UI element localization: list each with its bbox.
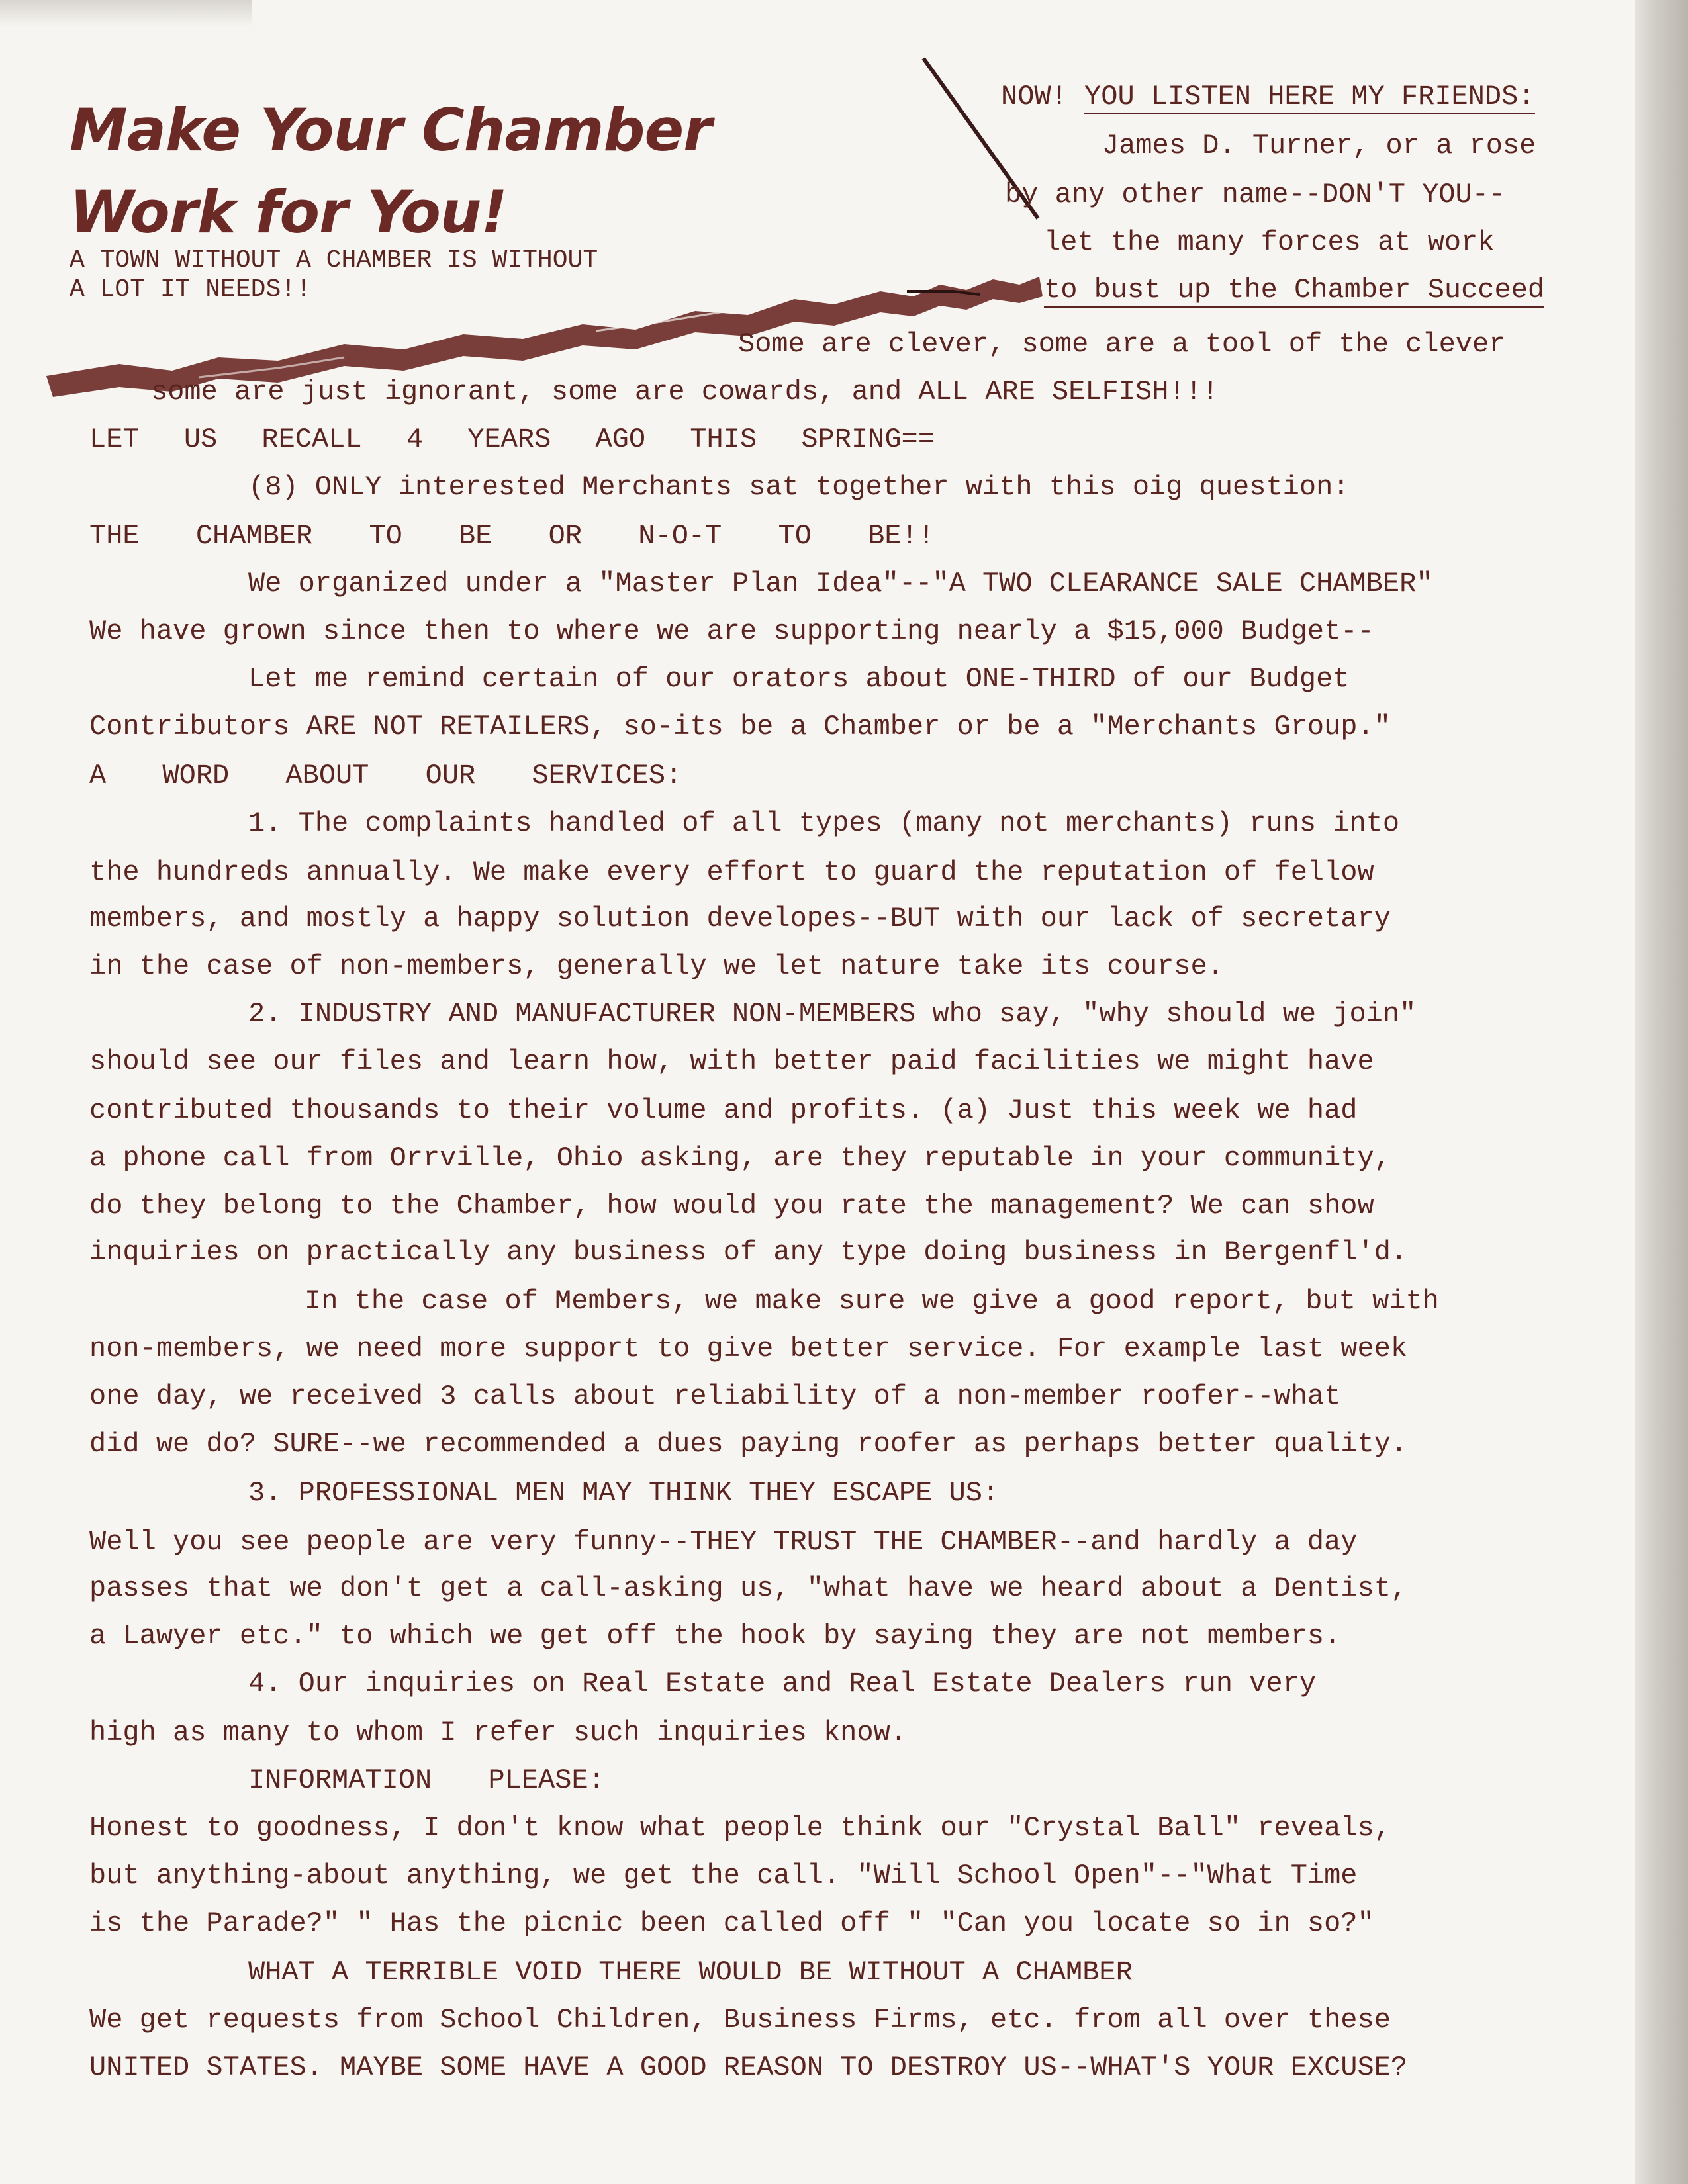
body-line: We have grown since then to where we are supporting nearly a $15,000 Budget-- bbox=[89, 615, 1374, 647]
body-line: UNITED STATES. MAYBE SOME HAVE A GOOD REASON TO DESTROY US--WHAT'S YOUR EXCUSE? bbox=[89, 2052, 1408, 2083]
body-line: Some are clever, some are a tool of the clever bbox=[738, 328, 1506, 360]
body-line: 4. Our inquiries on Real Estate and Real Estate Dealers run very bbox=[248, 1668, 1317, 1700]
body-line: did we do? SURE--we recommended a dues paying roofer as perhaps better quality. bbox=[89, 1428, 1408, 1460]
body-line: do they belong to the Chamber, how would you rate the management? We can show bbox=[89, 1190, 1374, 1222]
headline-line-2: Work for You! bbox=[70, 178, 507, 246]
body-line: We organized under a "Master Plan Idea"--"A TWO CLEARANCE SALE CHAMBER" bbox=[248, 568, 1433, 600]
section-heading: A WORD ABOUT OUR SERVICES: bbox=[89, 760, 682, 792]
headline-line-1: Make Your Chamber bbox=[70, 96, 712, 164]
body-line: the hundreds annually. We make every effort to guard the reputation of fellow bbox=[89, 856, 1374, 888]
body-line: Let me remind certain of our orators about ONE-THIRD of our Budget bbox=[248, 663, 1350, 695]
body-line: 1. The complaints handled of all types (many not merchants) runs into bbox=[248, 807, 1400, 839]
subheading bbox=[70, 246, 598, 304]
body-line: passes that we don't get a call-asking us, "what have we heard about a Dentist, bbox=[89, 1572, 1408, 1604]
body-line: 3. PROFESSIONAL MEN MAY THINK THEY ESCAPE US: bbox=[248, 1477, 1000, 1509]
body-line: some are just ignorant, some are cowards, and ALL ARE SELFISH!!! bbox=[151, 376, 1219, 408]
body-line: non-members, we need more support to give better service. For example last week bbox=[89, 1333, 1408, 1365]
body-line: (8) ONLY interested Merchants sat together with this oig question: bbox=[248, 471, 1350, 503]
body-line: a Lawyer etc." to which we get off the hook by saying they are not members. bbox=[89, 1620, 1341, 1652]
callout-prefix: NOW! bbox=[1001, 81, 1085, 113]
body-line: is the Parade?" " Has the picnic been called off " "Can you locate so in so?" bbox=[89, 1907, 1374, 1939]
headline bbox=[70, 89, 712, 253]
body-line: Well you see people are very funny--THEY TRUST THE CHAMBER--and hardly a day bbox=[89, 1526, 1358, 1558]
body-line: 2. INDUSTRY AND MANUFACTURER NON-MEMBERS who say, "why should we join" bbox=[248, 998, 1417, 1030]
callout-line-3: by any other name--DON'T YOU-- bbox=[1005, 179, 1506, 210]
body-line: In the case of Members, we make sure we give a good report, but with bbox=[305, 1285, 1439, 1317]
callout-line-2: James D. Turner, or a rose bbox=[1102, 130, 1536, 161]
subheading-line-2: A LOT IT NEEDS!! bbox=[70, 275, 311, 304]
callout-line-5-text: to bust up the Chamber Succeed bbox=[1044, 274, 1544, 308]
subheading-line-1: A TOWN WITHOUT A CHAMBER IS WITHOUT bbox=[70, 246, 598, 275]
body-line: should see our files and learn how, with better paid facilities we might have bbox=[89, 1046, 1374, 1077]
callout-line-1 bbox=[1001, 79, 1535, 114]
body-line: but anything-about anything, we get the call. "Will School Open"--"What Time bbox=[89, 1860, 1358, 1891]
callout-underlined-heading: YOU LISTEN HERE MY FRIENDS: bbox=[1084, 81, 1535, 114]
section-heading: THE CHAMBER TO BE OR N-O-T TO BE!! bbox=[89, 520, 935, 552]
callout-line-5 bbox=[1044, 273, 1544, 307]
body-line: We get requests from School Children, Business Firms, etc. from all over these bbox=[89, 2004, 1391, 2036]
body-line: contributed thousands to their volume and profits. (a) Just this week we had bbox=[89, 1095, 1358, 1126]
body-line: inquiries on practically any business of any type doing business in Bergenfl'd. bbox=[89, 1236, 1408, 1268]
section-heading: INFORMATION PLEASE: bbox=[248, 1764, 605, 1796]
body-line: high as many to whom I refer such inquiries know. bbox=[89, 1717, 908, 1749]
body-line: in the case of non-members, generally we let nature take its course. bbox=[89, 950, 1224, 982]
body-line: one day, we received 3 calls about reliability of a non-member roofer--what bbox=[89, 1381, 1341, 1412]
body-line: Honest to goodness, I don't know what people think our "Crystal Ball" reveals, bbox=[89, 1812, 1391, 1844]
section-heading: LET US RECALL 4 YEARS AGO THIS SPRING== bbox=[89, 424, 935, 455]
body-line: a phone call from Orrville, Ohio asking, are they reputable in your community, bbox=[89, 1142, 1391, 1174]
callout-line-4: let the many forces at work bbox=[1044, 226, 1495, 258]
body-line: members, and mostly a happy solution developes--BUT with our lack of secretary bbox=[89, 903, 1391, 934]
body-line: Contributors ARE NOT RETAILERS, so-its be a Chamber or be a "Merchants Group." bbox=[89, 711, 1391, 743]
body-line: WHAT A TERRIBLE VOID THERE WOULD BE WITHOUT A CHAMBER bbox=[248, 1956, 1133, 1988]
